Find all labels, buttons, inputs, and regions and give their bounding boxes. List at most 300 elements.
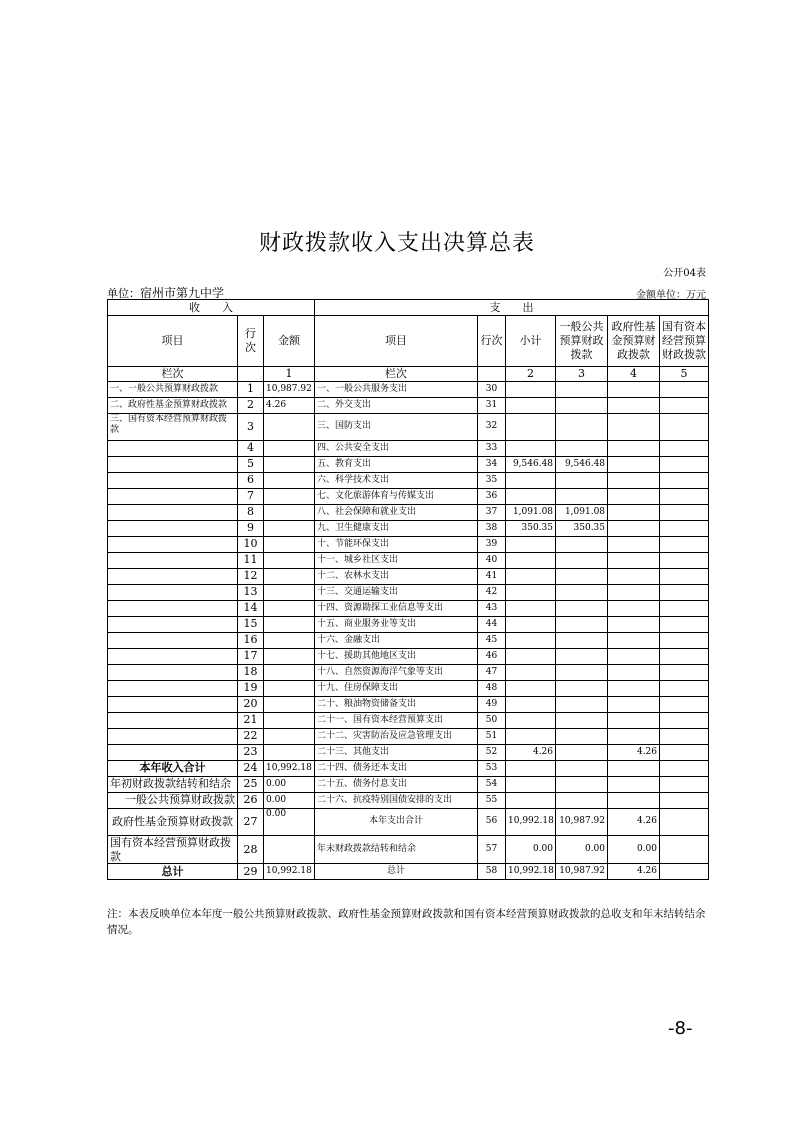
state-capital-value [660,568,709,584]
expense-line-number: 54 [478,776,506,792]
income-line-number: 7 [238,488,264,504]
expense-item: 三、国防支出 [315,413,478,440]
state-capital-value [660,600,709,616]
income-item: 年初财政拨款结转和结余 [108,776,238,792]
state-capital-value [660,712,709,728]
expense-line-number: 51 [478,728,506,744]
general-budget-value [556,696,608,712]
col-3: 3 [556,367,608,382]
expense-item: 二十六、抗疫特别国债安排的支出 [315,792,478,808]
table-row [108,664,709,680]
income-amount: 10,987.92 [264,381,315,397]
table-row [108,504,709,520]
income-amount: 0.00 [264,792,315,808]
income-amount [264,835,315,864]
gov-fund-header: 政府性基金预算财政拨款 [608,316,660,367]
expense-item: 二十四、债务还本支出 [315,760,478,776]
income-amount [264,472,315,488]
gov-fund-value [608,504,660,520]
income-item: 政府性基金预算财政拨款 [108,808,238,835]
subtotal-value [506,584,556,600]
general-budget-value [556,712,608,728]
expense-item: 八、社会保障和就业支出 [315,504,478,520]
income-line-number: 15 [238,616,264,632]
general-budget-value: 0.00 [556,835,608,864]
subtotal-value [506,648,556,664]
expense-item: 十九、住房保障支出 [315,680,478,696]
expense-line-number: 33 [478,440,506,456]
state-capital-header: 国有资本经营预算财政拨款 [660,316,709,367]
income-amount [264,680,315,696]
expense-item: 一、一般公共服务支出 [315,381,478,397]
subtotal-value [506,712,556,728]
income-item [108,648,238,664]
general-budget-value [556,584,608,600]
subtotal-value: 0.00 [506,835,556,864]
subtotal-value [506,696,556,712]
table-row [108,568,709,584]
expense-item: 九、卫生健康支出 [315,520,478,536]
general-budget-value [556,472,608,488]
expense-line-number: 45 [478,632,506,648]
table-row [108,648,709,664]
income-amount: 4.26 [264,397,315,413]
general-budget-value [556,397,608,413]
table-row [108,600,709,616]
income-line-number: 4 [238,440,264,456]
income-item [108,552,238,568]
table-row [108,776,709,792]
subtotal-value [506,680,556,696]
state-capital-value [660,397,709,413]
subtotal-value: 4.26 [506,744,556,760]
income-line-number: 18 [238,664,264,680]
general-budget-value [556,760,608,776]
table-row [108,808,709,835]
gov-fund-value: 4.26 [608,864,660,880]
expense-line-number: 58 [478,864,506,880]
state-capital-value [660,381,709,397]
gov-fund-value [608,712,660,728]
income-item: 一般公共预算财政拨款 [108,792,238,808]
expense-line-number: 30 [478,381,506,397]
expense-item: 二十、粮油物资储备支出 [315,696,478,712]
table-body [108,381,709,880]
expense-line-number: 47 [478,664,506,680]
subtotal-value [506,776,556,792]
income-amount [264,600,315,616]
general-budget-value [556,616,608,632]
state-capital-value [660,696,709,712]
income-item [108,632,238,648]
expense-line-number: 32 [478,413,506,440]
general-budget-value [556,792,608,808]
income-item [108,600,238,616]
income-item [108,680,238,696]
page-title: 财政拨款收入支出决算总表 [258,231,535,256]
income-item [108,712,238,728]
table-row [108,792,709,808]
income-item: 二、政府性基金预算财政拨款 [108,397,238,413]
gov-fund-value [608,680,660,696]
expense-item: 五、教育支出 [315,456,478,472]
expense-item: 总计 [315,864,478,880]
expense-header: 支 出 [315,300,709,316]
general-budget-value [556,680,608,696]
table-note: 注：本表反映单位本年度一般公共预算财政拨款、政府性基金预算财政拨款和国有资本经营预算财政拨款的总收支和年末结转结余情况。 [107,908,706,936]
income-amount [264,520,315,536]
income-item [108,568,238,584]
income-amount [264,712,315,728]
expense-line-number: 48 [478,680,506,696]
expense-line-number: 52 [478,744,506,760]
income-line-number: 24 [238,760,264,776]
table-row [108,744,709,760]
expense-item: 十八、自然资源海洋气象等支出 [315,664,478,680]
table-row [108,696,709,712]
income-amount: 10,992.18 [264,864,315,880]
income-amount [264,568,315,584]
table-row [108,864,709,880]
subtotal-value [506,552,556,568]
expense-item: 十六、金融支出 [315,632,478,648]
subtotal-value [506,568,556,584]
income-item [108,520,238,536]
income-line-number: 16 [238,632,264,648]
gov-fund-value [608,648,660,664]
expense-item: 二、外交支出 [315,397,478,413]
expense-line-number: 43 [478,600,506,616]
expense-item: 十三、交通运输支出 [315,584,478,600]
income-amount: 10,992.18 [264,760,315,776]
column-number-row [108,367,709,382]
income-item [108,744,238,760]
gov-fund-value [608,776,660,792]
expense-item: 二十三、其他支出 [315,744,478,760]
general-budget-value [556,632,608,648]
subtotal-value: 9,546.48 [506,456,556,472]
income-line-number: 10 [238,536,264,552]
header-group-row [108,300,709,316]
income-line-number: 26 [238,792,264,808]
table-row [108,440,709,456]
gov-fund-value [608,568,660,584]
income-item: 三、国有资本经营预算财政拨款 [108,413,238,440]
subtotal-value: 1,091.08 [506,504,556,520]
expense-item: 二十一、国有资本经营预算支出 [315,712,478,728]
general-budget-value: 1,091.08 [556,504,608,520]
income-amount [264,648,315,664]
table-row [108,632,709,648]
income-line-number: 12 [238,568,264,584]
income-amount [264,696,315,712]
table-row [108,552,709,568]
income-item [108,504,238,520]
state-capital-value [660,648,709,664]
income-line-number: 8 [238,504,264,520]
state-capital-value [660,864,709,880]
state-capital-value [660,808,709,835]
expense-line-number: 57 [478,835,506,864]
state-capital-value [660,488,709,504]
income-line-number: 13 [238,584,264,600]
income-amount [264,632,315,648]
state-capital-value [660,440,709,456]
subtotal-value: 10,992.18 [506,864,556,880]
expense-line-number: 50 [478,712,506,728]
budget-table [107,299,709,880]
expense-item-header: 项目 [315,316,478,367]
general-budget-value [556,413,608,440]
general-budget-header: 一般公共预算财政拨款 [556,316,608,367]
table-row [108,680,709,696]
income-item [108,488,238,504]
income-item: 国有资本经营预算财政拨款 [108,835,238,864]
expense-item: 六、科学技术支出 [315,472,478,488]
expense-item: 二十二、灾害防治及应急管理支出 [315,728,478,744]
expense-line-number: 53 [478,760,506,776]
table-row [108,760,709,776]
general-budget-value: 9,546.48 [556,456,608,472]
unit-name: 宿州市第九中学 [140,286,225,300]
state-capital-value [660,728,709,744]
income-line-number: 19 [238,680,264,696]
col-1: 1 [264,367,315,382]
general-budget-value: 10,987.92 [556,808,608,835]
header-row [108,316,709,367]
income-amount [264,456,315,472]
income-amount [264,552,315,568]
table-row [108,381,709,397]
subtotal-value: 350.35 [506,520,556,536]
table-row [108,712,709,728]
subtotal-value [506,440,556,456]
expense-item: 七、文化旅游体育与传媒支出 [315,488,478,504]
state-capital-value [660,413,709,440]
income-line-number: 6 [238,472,264,488]
gov-fund-value: 4.26 [608,808,660,835]
expense-line-number: 44 [478,616,506,632]
gov-fund-value [608,728,660,744]
income-line-number: 22 [238,728,264,744]
general-budget-value [556,568,608,584]
income-line-number: 1 [238,381,264,397]
gov-fund-value [608,520,660,536]
money-unit: 金额单位：万元 [636,290,706,301]
expense-line-number: 37 [478,504,506,520]
expense-line-number: 35 [478,472,506,488]
expense-item: 四、公共安全支出 [315,440,478,456]
expense-line-number: 49 [478,696,506,712]
state-capital-value [660,584,709,600]
expense-line-number: 42 [478,584,506,600]
general-budget-value [556,728,608,744]
income-amount-header: 金额 [264,316,315,367]
subtotal-value [506,760,556,776]
state-capital-value [660,504,709,520]
state-capital-value [660,520,709,536]
income-item [108,728,238,744]
subtotal-header: 小计 [506,316,556,367]
subtotal-value [506,600,556,616]
gov-fund-value: 4.26 [608,744,660,760]
income-line-number: 27 [238,808,264,835]
income-line-number: 5 [238,456,264,472]
state-capital-value [660,744,709,760]
expense-line-number: 39 [478,536,506,552]
expense-item: 本年支出合计 [315,808,478,835]
gov-fund-value [608,760,660,776]
general-budget-value [556,648,608,664]
state-capital-value [660,632,709,648]
column-label: 栏次 [108,367,238,382]
income-line-number: 21 [238,712,264,728]
income-amount [264,536,315,552]
income-item [108,536,238,552]
income-amount [264,488,315,504]
general-budget-value [556,381,608,397]
income-line-header: 行次 [238,316,264,367]
expense-item: 十七、援助其他地区支出 [315,648,478,664]
state-capital-value [660,776,709,792]
expense-line-number: 56 [478,808,506,835]
subtotal-value [506,664,556,680]
gov-fund-value [608,472,660,488]
gov-fund-value [608,664,660,680]
table-row [108,616,709,632]
gov-fund-value [608,488,660,504]
gov-fund-value [608,552,660,568]
table-row [108,728,709,744]
gov-fund-value [608,536,660,552]
general-budget-value [556,744,608,760]
table-row [108,456,709,472]
income-item [108,664,238,680]
gov-fund-value [608,440,660,456]
general-budget-value [556,488,608,504]
state-capital-value [660,616,709,632]
subtotal-value: 10,992.18 [506,808,556,835]
income-amount: 0.00 [264,808,315,835]
income-line-number: 11 [238,552,264,568]
income-item [108,456,238,472]
table-row [108,584,709,600]
table-row [108,536,709,552]
income-item: 总计 [108,864,238,880]
income-line-number: 25 [238,776,264,792]
table-row [108,397,709,413]
table-row [108,472,709,488]
state-capital-value [660,456,709,472]
income-item: 本年收入合计 [108,760,238,776]
col-4: 4 [608,367,660,382]
column-label: 栏次 [315,367,478,382]
income-amount [264,440,315,456]
table-row [108,520,709,536]
general-budget-value [556,552,608,568]
subtotal-value [506,632,556,648]
expense-line-number: 46 [478,648,506,664]
income-line-number: 29 [238,864,264,880]
income-line-number: 28 [238,835,264,864]
income-amount [264,664,315,680]
gov-fund-value: 0.00 [608,835,660,864]
income-line-number: 17 [238,648,264,664]
income-line-number: 23 [238,744,264,760]
expense-item: 十、节能环保支出 [315,536,478,552]
general-budget-value [556,600,608,616]
income-amount: 0.00 [264,776,315,792]
expense-line-header: 行次 [478,316,506,367]
income-item [108,696,238,712]
general-budget-value [556,536,608,552]
expense-item: 十四、资源勘探工业信息等支出 [315,600,478,616]
expense-item: 十一、城乡社区支出 [315,552,478,568]
state-capital-value [660,552,709,568]
expense-item: 年末财政拨款结转和结余 [315,835,478,864]
state-capital-value [660,664,709,680]
income-item [108,584,238,600]
gov-fund-value [608,456,660,472]
income-amount [264,504,315,520]
income-amount [264,413,315,440]
state-capital-value [660,680,709,696]
gov-fund-value [608,397,660,413]
general-budget-value [556,664,608,680]
gov-fund-value [608,792,660,808]
income-item [108,616,238,632]
col-5: 5 [660,367,709,382]
subtotal-value [506,472,556,488]
expense-line-number: 55 [478,792,506,808]
income-item: 一、一般公共预算财政拨款 [108,381,238,397]
gov-fund-value [608,413,660,440]
subtotal-value [506,616,556,632]
expense-line-number: 31 [478,397,506,413]
table-row [108,835,709,864]
expense-item: 十二、农林水支出 [315,568,478,584]
income-item [108,440,238,456]
gov-fund-value [608,584,660,600]
expense-item: 十五、商业服务业等支出 [315,616,478,632]
gov-fund-value [608,381,660,397]
general-budget-value: 350.35 [556,520,608,536]
income-line-number: 20 [238,696,264,712]
income-line-number: 3 [238,413,264,440]
income-item [108,472,238,488]
general-budget-value: 10,987.92 [556,864,608,880]
state-capital-value [660,536,709,552]
income-amount [264,616,315,632]
income-line-number: 14 [238,600,264,616]
state-capital-value [660,792,709,808]
gov-fund-value [608,696,660,712]
expense-line-number: 34 [478,456,506,472]
gov-fund-value [608,632,660,648]
subtotal-value [506,381,556,397]
subtotal-value [506,792,556,808]
income-amount [264,728,315,744]
form-code: 公开04表 [663,268,706,279]
income-line-number: 9 [238,520,264,536]
state-capital-value [660,835,709,864]
gov-fund-value [608,600,660,616]
general-budget-value [556,776,608,792]
income-line-number: 2 [238,397,264,413]
subtotal-value [506,413,556,440]
unit-label: 单位： [107,287,140,300]
state-capital-value [660,760,709,776]
